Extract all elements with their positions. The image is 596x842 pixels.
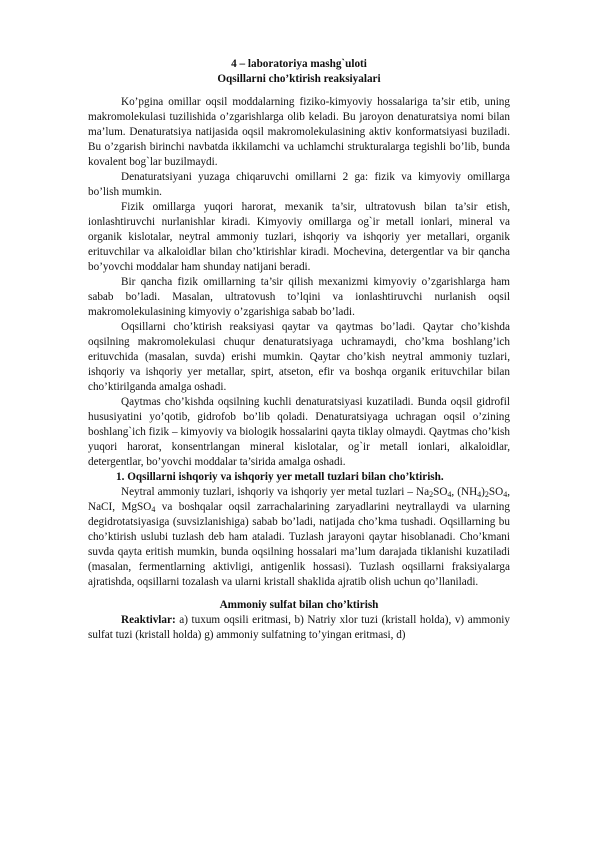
- text-run: Neytral ammoniy tuzlari, ishqoriy va ishqoriy yer metal tuzlari – Na: [121, 486, 430, 498]
- paragraph-reagents: [88, 613, 510, 643]
- paragraph-salting-out: [88, 485, 510, 590]
- text-run: ): [481, 486, 485, 498]
- text-run: SO: [488, 486, 504, 498]
- section-heading-salting: 1. Oqsillarni ishqoriy va ishqoriy yer metall tuzlari bilan cho’ktirish.: [116, 471, 444, 483]
- spacer: [88, 590, 510, 598]
- section-heading-ammonium-sulfate: Ammoniy sulfat bilan cho’ktirish: [219, 599, 379, 611]
- subscript: 2: [484, 490, 489, 499]
- subscript: 4: [503, 490, 508, 499]
- text-run: , NaCI, MgSO: [88, 486, 510, 513]
- subscript: 4: [447, 490, 452, 499]
- text-run: va boshqalar oqsil zarrachalarining zaryadlarini neytrallaydi va ularning degidrotatsiyasiga (suvsizlanishiga) sabab bo’ladi, natijada cho’kma tushadi. Oqsillarning bu cho’ktirish uslubi tuzlash deb ham ataladi. Tuzlash jarayoni qaytar hisoblanadi. Cho’kmani suvda qayta eritish mumkin, bunda oqsilning hossalari ma’lum darajada tiklanishi kuzatiladi (masalan, fermentlarning aktivligi, antigenlik hossasi). Tuzlash oqsillarni fraksiyalarga ajratishda, oqsillarni tozalash va ularni kristall shaklida ajratib olish uchun qo’llaniladi.: [88, 501, 510, 588]
- text-run: , (NH: [451, 486, 478, 498]
- subscript: 2: [429, 490, 434, 499]
- document-page: [88, 57, 510, 643]
- spacer: [88, 87, 510, 95]
- reagents-label: Reaktivlar:: [121, 614, 176, 626]
- paragraph-denaturation-intro: Ko’pgina omillar oqsil moddalarning fiziko-kimyoviy hossalariga ta’sir etib, uning makromolekulasi tuzilishida o’zgarishlarga olib keladi. Bu jaroyon denaturatsiya nomi bilan ma’lum. Denaturatsiya natijasida oqsil makromolekulasining aktiv konformatsiyasi buziladi. Bu o’zgarish birinchi navbatda ikkilamchi va uchlamchi strukturalarga tegishli bo’lib, bunda kovalent bog`lar buzilmaydi.: [88, 96, 510, 168]
- paragraph-irreversible-precipitation: Qaytmas cho’kishda oqsilning kuchli denaturatsiyasi kuzatiladi. Bunda oqsil gidrofil hususiyatini yo’qotib, gidrofob bo’lib qoladi. Denaturatsiyaga uchragan oqsil o’zining boshlang`ich fizik – kimyoviy va biologik hossalarini qayta tiklay olmaydi. Qaytmas cho’kish yuqori harorat, konsentrlangan mineral kislotalar, og`ir metall ionlari, alkaloidlar, detergentlar, bo’yovchi moddalar ta’sirida amalga oshadi.: [88, 396, 510, 468]
- subscript: 4: [477, 490, 482, 499]
- lab-title: 4 – laboratoriya mashg`uloti: [231, 58, 367, 70]
- subscript: 4: [151, 505, 156, 514]
- lab-subtitle: Oqsillarni cho’ktirish reaksiyalari: [217, 73, 381, 85]
- text-run: SO: [433, 486, 448, 498]
- reagents-text: a) tuxum oqsili eritmasi, b) Natriy xlor tuzi (kristall holda), v) ammoniy sulfat tuzi (kristall holda) g) ammoniy sulfatning to’yingan eritmasi, d): [88, 614, 510, 641]
- paragraph-reversible-precipitation: Oqsillarni cho’ktirish reaksiyasi qaytar va qaytmas bo’ladi. Qaytar cho’kishda oqsilning makromolekulasi chuqur denaturatsiyaga uchramaydi, cho’kma boshlang’ich erituvchida (masalan, suvda) erishi mumkin. Qaytar cho’kish neytral ammoniy tuzlari, ishqoriy va ishqoriy yer metallar, spirt, atseton, efir va boshqa organik erituvchilar bilan cho’ktirilganda amalga oshadi.: [88, 321, 510, 393]
- paragraph-factor-types: Denaturatsiyani yuzaga chiqaruvchi omillarni 2 ga: fizik va kimyoviy omillarga bo’lish mumkin.: [88, 171, 510, 198]
- paragraph-mechanism: Bir qancha fizik omillarning ta’sir qilish mexanizmi kimyoviy o’zgarishlarga ham sabab bo’ladi. Masalan, ultratovush to’lqini va ionlashtiruvchi nurlanish oqsil makromolekulasining kimyoviy o’zgarishiga sabab bo’ladi.: [88, 276, 510, 318]
- paragraph-physical-chemical-factors: Fizik omillarga yuqori harorat, mexanik ta’sir, ultratovush bilan ta’sir etish, ionlashtiruvchi nurlanishlar kiradi. Kimyoviy omillarga og`ir metall ionlari, mineral va organik kislotalar, neytral ammoniy tuzlari, ishqoriy va ishqoriy yer metallari, organik erituvchilar va alkaloidlar bilan cho’ktirishlar kiradi. Mochevina, detergentlar va bir qancha bo’yovchi moddalar ham shunday natijani beradi.: [88, 201, 510, 273]
